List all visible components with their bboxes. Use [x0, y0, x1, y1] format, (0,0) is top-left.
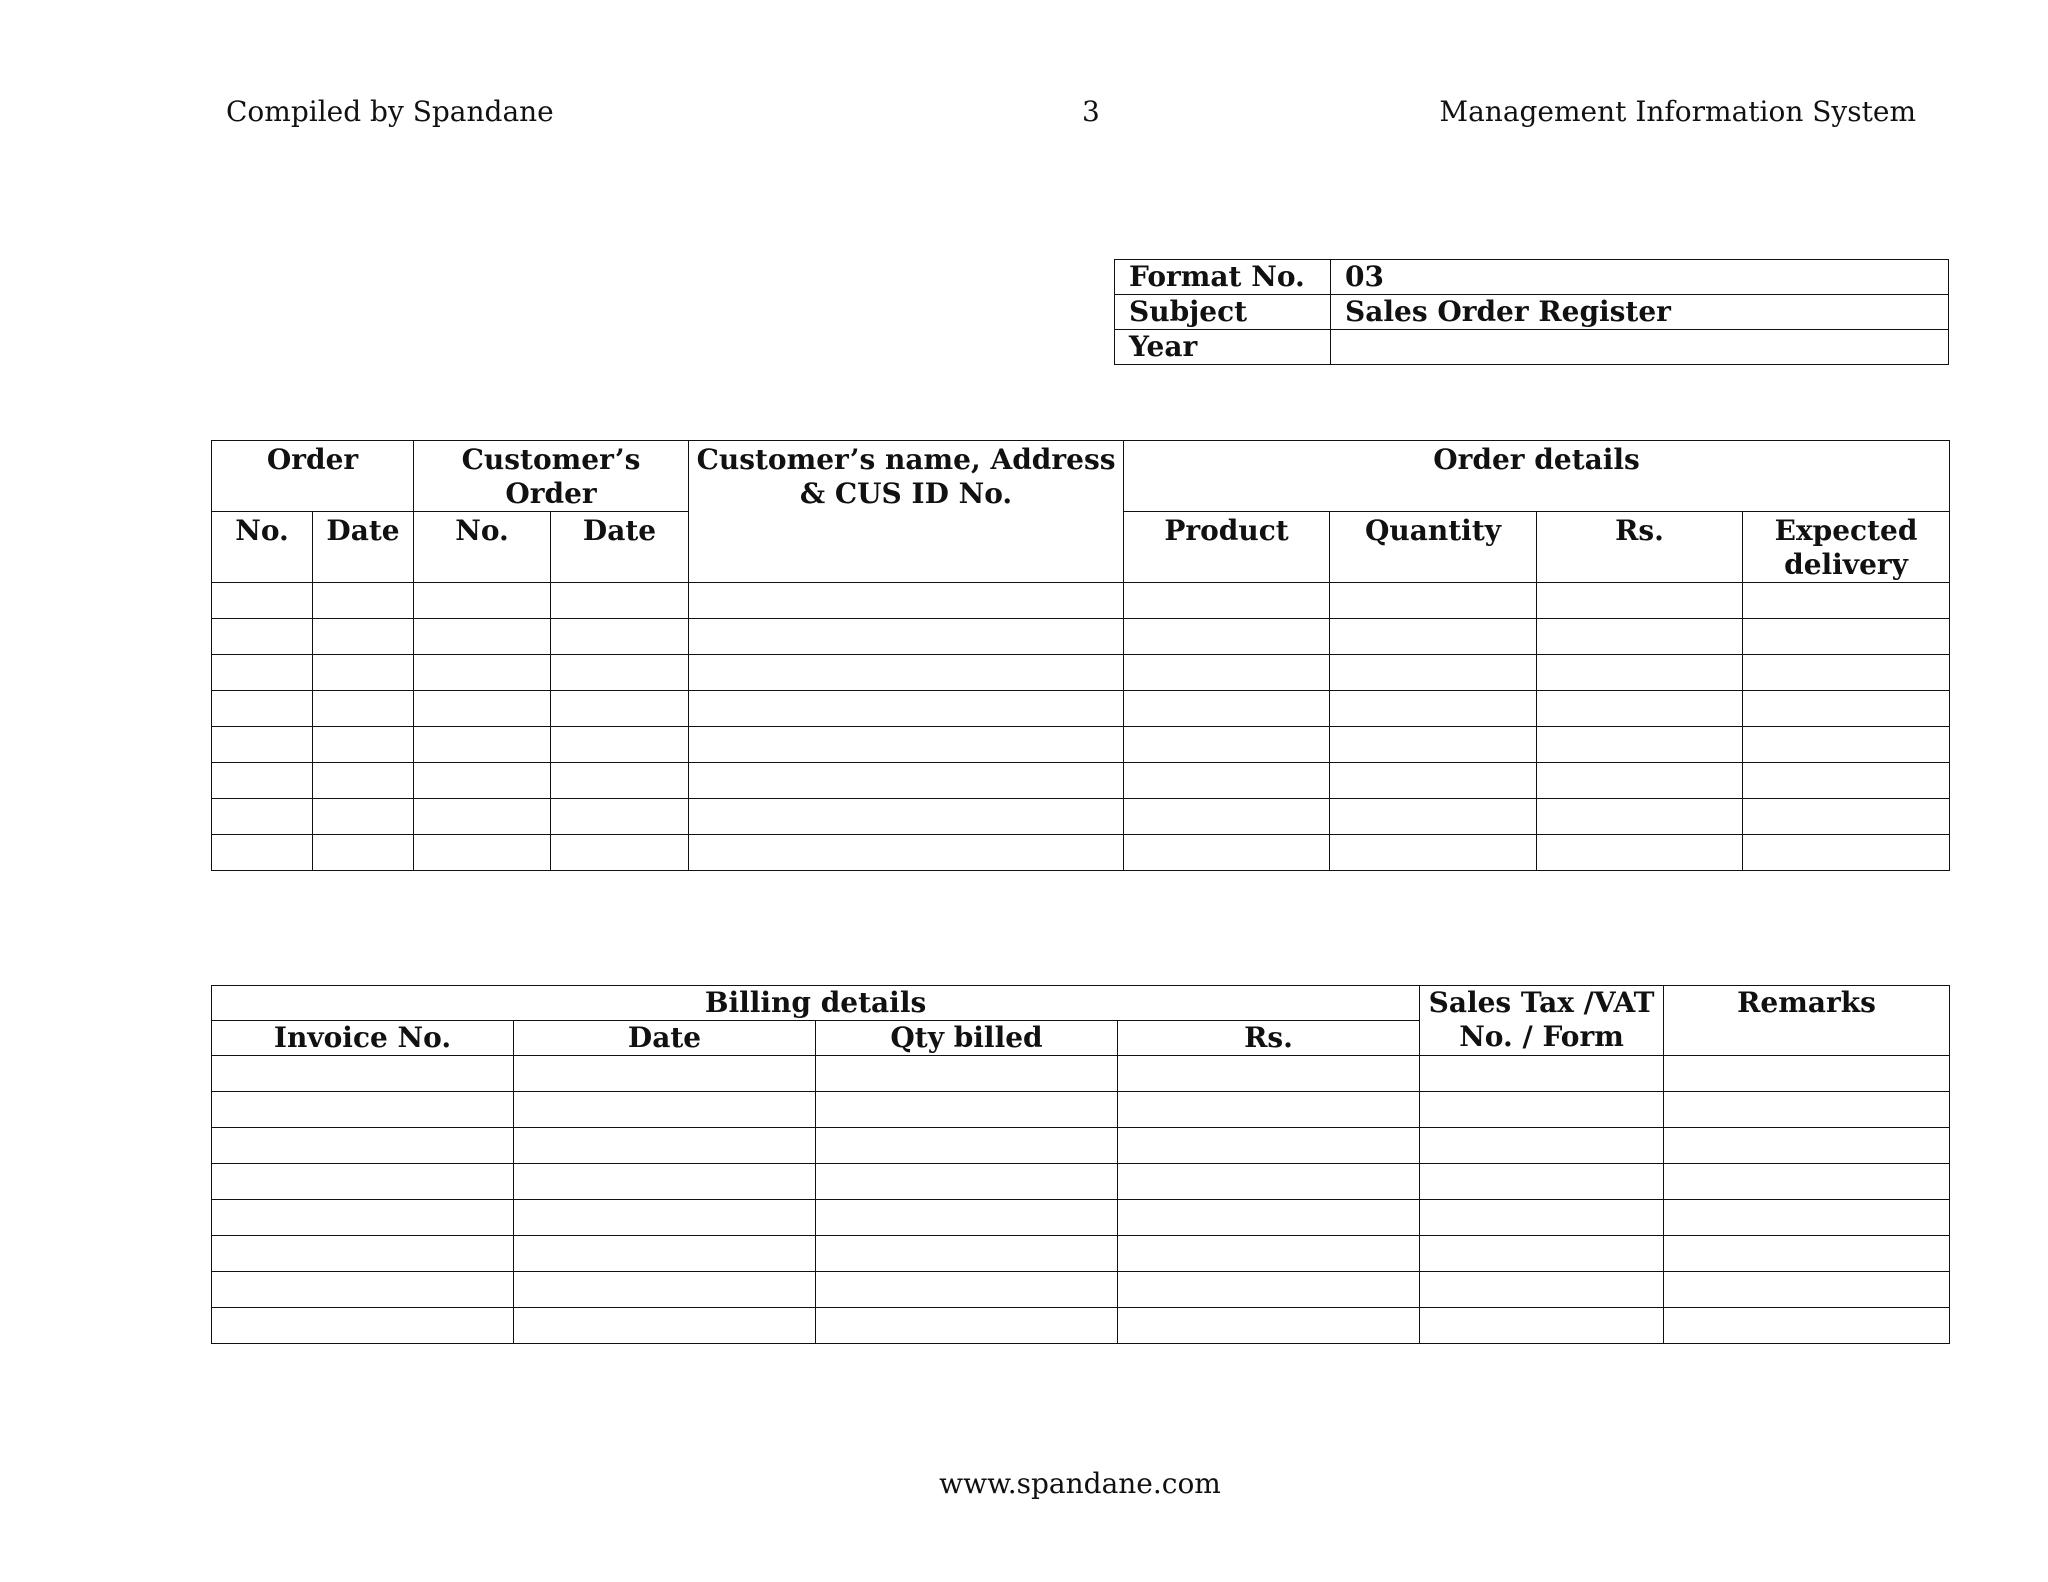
- table-row: [212, 1308, 1950, 1344]
- page-number: 3: [1082, 95, 1100, 128]
- customers-order-group-header: Customer’s Order: [414, 441, 689, 512]
- table-cell: [1664, 1128, 1950, 1164]
- billing-date-header: Date: [514, 1021, 816, 1056]
- table-cell: [212, 1092, 514, 1128]
- table-cell: [816, 1164, 1118, 1200]
- table-cell: [1537, 763, 1743, 799]
- table-cell: [414, 619, 551, 655]
- table-cell: [212, 655, 313, 691]
- table-cell: [551, 619, 689, 655]
- billing-header-row-1: [212, 986, 1950, 1021]
- table-row: [212, 655, 1950, 691]
- table-cell: [414, 763, 551, 799]
- table-row: [212, 1236, 1950, 1272]
- table-cell: [212, 1164, 514, 1200]
- table-cell: [414, 691, 551, 727]
- table-cell: [1330, 655, 1537, 691]
- table-cell: [1743, 727, 1950, 763]
- table-row: [212, 1164, 1950, 1200]
- table-cell: [1124, 583, 1330, 619]
- table-cell: [551, 763, 689, 799]
- meta-label: Format No.: [1115, 260, 1331, 295]
- table-cell: [1743, 799, 1950, 835]
- table-cell: [1537, 835, 1743, 871]
- table-cell: [1124, 619, 1330, 655]
- table-cell: [1420, 1236, 1664, 1272]
- table-cell: [1664, 1200, 1950, 1236]
- table-cell: [1537, 727, 1743, 763]
- footer-website: www.spandane.com: [939, 1467, 1221, 1500]
- billing-rs-header: Rs.: [1118, 1021, 1420, 1056]
- table-cell: [551, 835, 689, 871]
- table-cell: [1743, 763, 1950, 799]
- table-cell: [689, 763, 1124, 799]
- table-row: [212, 763, 1950, 799]
- table-cell: [1537, 619, 1743, 655]
- table-cell: [816, 1272, 1118, 1308]
- table-cell: [551, 655, 689, 691]
- table-cell: [313, 799, 414, 835]
- table-cell: [514, 1308, 816, 1344]
- customer-order-no-header: No.: [414, 512, 551, 583]
- table-cell: [212, 1128, 514, 1164]
- order-no-header: No.: [212, 512, 313, 583]
- table-cell: [1420, 1128, 1664, 1164]
- sales-order-table: [211, 440, 1950, 871]
- table-cell: [212, 1200, 514, 1236]
- table-cell: [1664, 1272, 1950, 1308]
- table-cell: [1330, 727, 1537, 763]
- table-cell: [313, 727, 414, 763]
- table-cell: [689, 583, 1124, 619]
- table-cell: [1124, 799, 1330, 835]
- meta-value: Sales Order Register: [1331, 295, 1949, 330]
- header-title: Management Information System: [1439, 95, 1916, 128]
- table-row: [212, 1200, 1950, 1236]
- table-cell: [313, 835, 414, 871]
- table-row: [212, 1272, 1950, 1308]
- table-cell: [1124, 727, 1330, 763]
- table-cell: [1420, 1056, 1664, 1092]
- table-cell: [212, 1272, 514, 1308]
- table-cell: [816, 1056, 1118, 1092]
- table-cell: [689, 799, 1124, 835]
- table-cell: [212, 799, 313, 835]
- table-cell: [514, 1056, 816, 1092]
- table-cell: [212, 619, 313, 655]
- table-cell: [1537, 655, 1743, 691]
- table-cell: [1124, 655, 1330, 691]
- qty-billed-header: Qty billed: [816, 1021, 1118, 1056]
- table-cell: [1537, 583, 1743, 619]
- quantity-header: Quantity: [1330, 512, 1537, 583]
- table-cell: [414, 835, 551, 871]
- remarks-header: Remarks: [1664, 986, 1950, 1056]
- table-cell: [816, 1092, 1118, 1128]
- table-cell: [212, 727, 313, 763]
- table-cell: [1124, 691, 1330, 727]
- table-row: [212, 835, 1950, 871]
- table-cell: [1330, 691, 1537, 727]
- table-cell: [1420, 1164, 1664, 1200]
- table-row: [212, 691, 1950, 727]
- table-cell: [551, 799, 689, 835]
- table-cell: [816, 1236, 1118, 1272]
- table-row: [212, 619, 1950, 655]
- rs-header: Rs.: [1537, 512, 1743, 583]
- table-cell: [1664, 1308, 1950, 1344]
- table-cell: [514, 1272, 816, 1308]
- table-cell: [1664, 1092, 1950, 1128]
- table-cell: [1743, 619, 1950, 655]
- customer-name-header: Customer’s name, Address & CUS ID No.: [689, 441, 1124, 583]
- table-cell: [514, 1092, 816, 1128]
- table-cell: [212, 1056, 514, 1092]
- customer-order-date-header: Date: [551, 512, 689, 583]
- order-group-header: Order: [212, 441, 414, 512]
- meta-row-subject: [1115, 295, 1949, 330]
- table-cell: [313, 655, 414, 691]
- table-cell: [1118, 1308, 1420, 1344]
- table-cell: [1330, 763, 1537, 799]
- table-row: [212, 1092, 1950, 1128]
- table-row: [212, 727, 1950, 763]
- billing-details-group-header: Billing details: [212, 986, 1420, 1021]
- sales-tax-header: Sales Tax /VAT No. / Form: [1420, 986, 1664, 1056]
- table-cell: [1743, 691, 1950, 727]
- table-row: [212, 1056, 1950, 1092]
- table-cell: [1330, 835, 1537, 871]
- table-cell: [414, 799, 551, 835]
- table-cell: [816, 1128, 1118, 1164]
- table-cell: [1124, 835, 1330, 871]
- table-cell: [551, 727, 689, 763]
- table-cell: [551, 583, 689, 619]
- table-cell: [1743, 583, 1950, 619]
- order-date-header: Date: [313, 512, 414, 583]
- table-cell: [1420, 1308, 1664, 1344]
- table-cell: [414, 727, 551, 763]
- order-header-row-1: [212, 441, 1950, 512]
- table-cell: [551, 691, 689, 727]
- table-cell: [212, 1308, 514, 1344]
- table-cell: [1118, 1272, 1420, 1308]
- table-cell: [1664, 1164, 1950, 1200]
- table-cell: [212, 763, 313, 799]
- table-cell: [414, 583, 551, 619]
- table-cell: [689, 619, 1124, 655]
- table-cell: [1118, 1164, 1420, 1200]
- table-cell: [1537, 691, 1743, 727]
- table-cell: [1118, 1056, 1420, 1092]
- table-cell: [816, 1200, 1118, 1236]
- table-cell: [689, 691, 1124, 727]
- table-cell: [514, 1236, 816, 1272]
- header-author: Compiled by Spandane: [226, 95, 554, 128]
- table-cell: [1743, 835, 1950, 871]
- table-cell: [212, 691, 313, 727]
- table-cell: [1664, 1056, 1950, 1092]
- table-cell: [514, 1128, 816, 1164]
- table-cell: [313, 583, 414, 619]
- table-cell: [1420, 1272, 1664, 1308]
- table-cell: [313, 619, 414, 655]
- table-cell: [689, 727, 1124, 763]
- table-cell: [1330, 619, 1537, 655]
- table-cell: [1664, 1236, 1950, 1272]
- table-cell: [1124, 763, 1330, 799]
- table-cell: [212, 583, 313, 619]
- meta-value: [1331, 330, 1949, 365]
- table-cell: [1118, 1200, 1420, 1236]
- table-cell: [1118, 1236, 1420, 1272]
- table-cell: [1537, 799, 1743, 835]
- table-cell: [313, 763, 414, 799]
- table-cell: [212, 1236, 514, 1272]
- meta-row-year: [1115, 330, 1949, 365]
- table-cell: [1743, 655, 1950, 691]
- product-header: Product: [1124, 512, 1330, 583]
- table-cell: [514, 1164, 816, 1200]
- table-cell: [1420, 1200, 1664, 1236]
- format-meta-table: [1114, 259, 1949, 365]
- meta-value: 03: [1331, 260, 1949, 295]
- table-cell: [1420, 1092, 1664, 1128]
- table-cell: [414, 655, 551, 691]
- table-cell: [212, 835, 313, 871]
- table-cell: [689, 835, 1124, 871]
- meta-row-format: [1115, 260, 1949, 295]
- table-cell: [1118, 1128, 1420, 1164]
- table-cell: [313, 691, 414, 727]
- table-cell: [1330, 799, 1537, 835]
- table-row: [212, 799, 1950, 835]
- table-cell: [689, 655, 1124, 691]
- table-cell: [1330, 583, 1537, 619]
- meta-label: Subject: [1115, 295, 1331, 330]
- table-row: [212, 1128, 1950, 1164]
- table-cell: [1118, 1092, 1420, 1128]
- table-cell: [514, 1200, 816, 1236]
- order-details-group-header: Order details: [1124, 441, 1950, 512]
- billing-table: [211, 985, 1950, 1344]
- expected-delivery-header: Expected delivery: [1743, 512, 1950, 583]
- table-cell: [816, 1308, 1118, 1344]
- meta-label: Year: [1115, 330, 1331, 365]
- invoice-no-header: Invoice No.: [212, 1021, 514, 1056]
- table-row: [212, 583, 1950, 619]
